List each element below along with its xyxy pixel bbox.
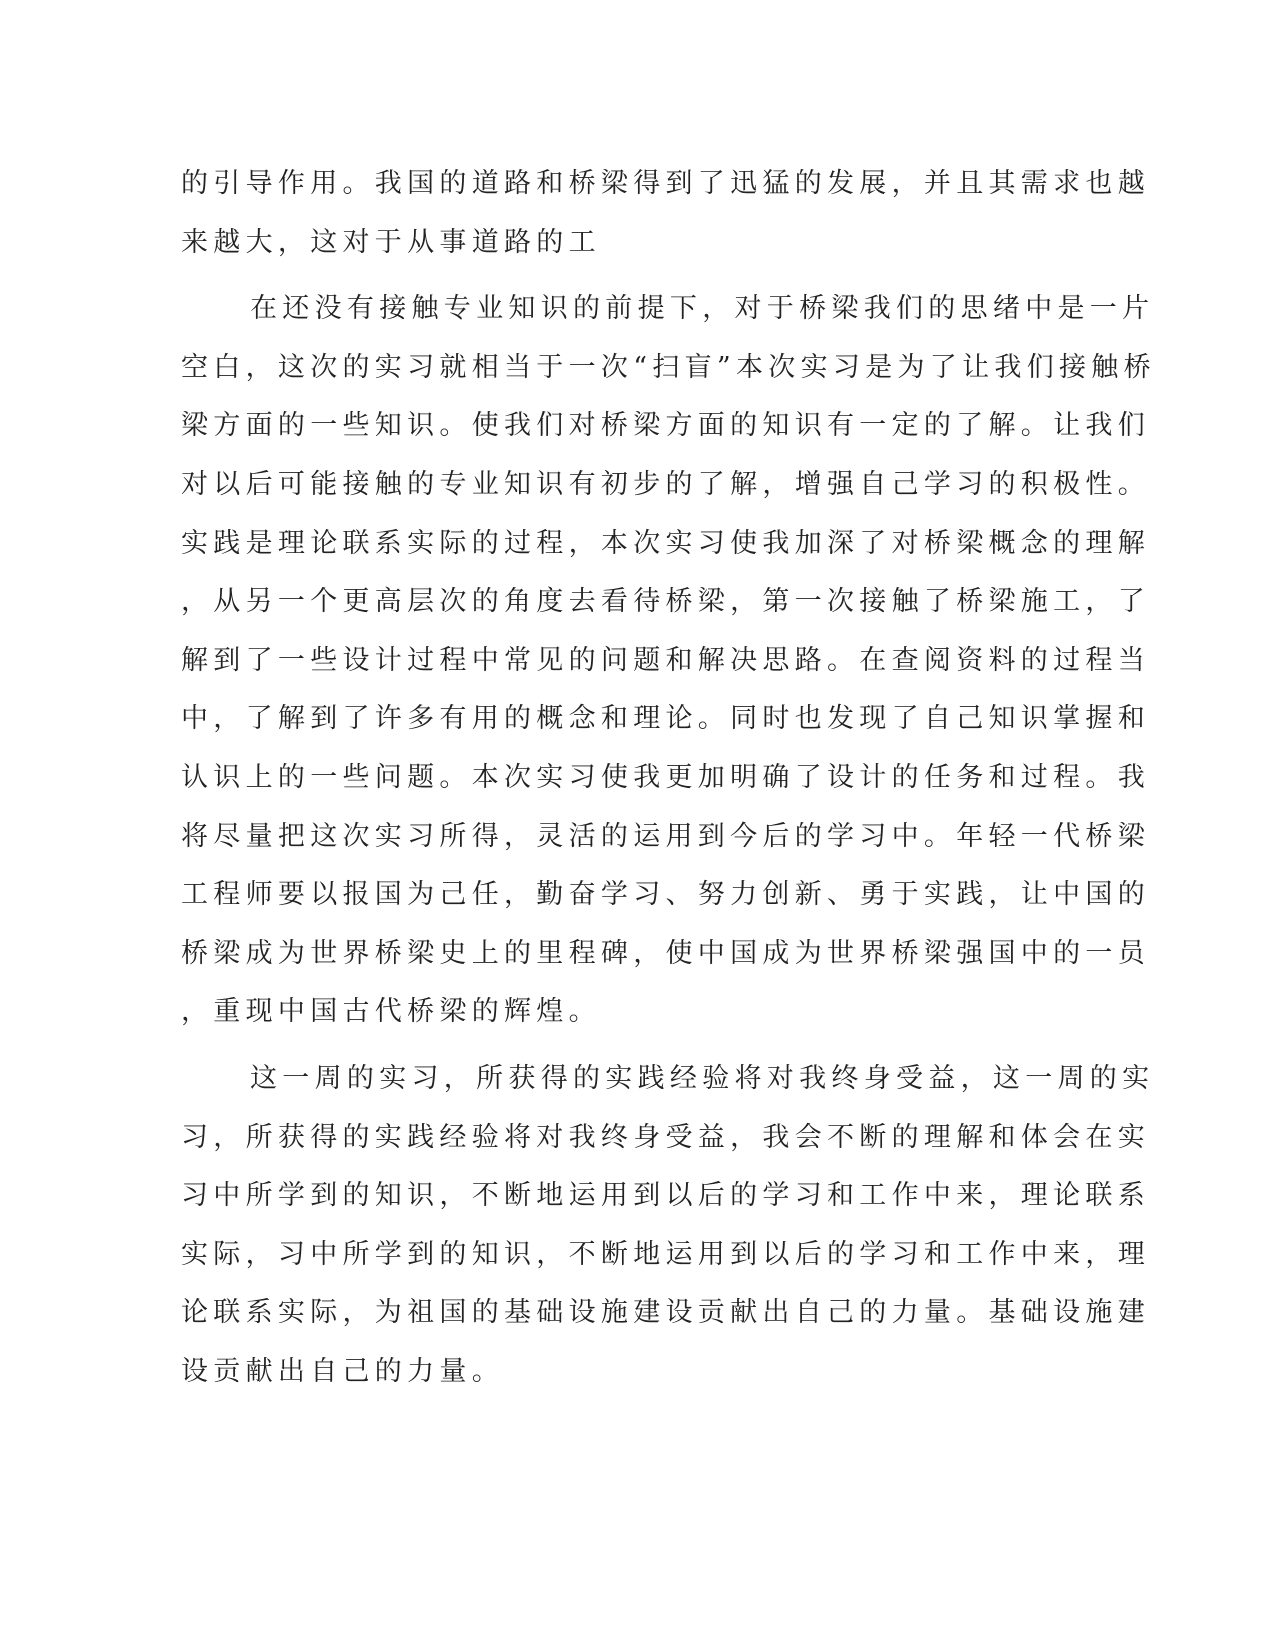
paragraph-2 bbox=[181, 280, 1156, 1042]
text-line: 这一周的实习，所获得的实践经验将对我终身受益，这一周的实 bbox=[250, 1062, 1155, 1094]
text-line: 在还没有接触专业知识的前提下，对于桥梁我们的思绪中是一片 bbox=[250, 293, 1155, 325]
text-line: 梁方面的一些知识。使我们对桥梁方面的知识有一定的了解。让我们 bbox=[181, 410, 1150, 442]
text-line: ，从另一个更高层次的角度去看待桥梁，第一次接触了桥梁施工，了 bbox=[181, 586, 1150, 618]
text-line: 空白，这次的实习就相当于一次“扫盲”本次实习是为了让我们接触桥 bbox=[181, 351, 1156, 383]
text-line: 桥梁成为世界桥梁史上的里程碑，使中国成为世界桥梁强国中的一员 bbox=[181, 937, 1150, 969]
text-line: 的引导作用。我国的道路和桥梁得到了迅猛的发展，并且其需求也越 bbox=[181, 168, 1150, 199]
text-line: 对以后可能接触的专业知识有初步的了解，增强自己学习的积极性。 bbox=[181, 468, 1150, 500]
text-line: 实践是理论联系实际的过程，本次实习使我加深了对桥梁概念的理解 bbox=[181, 527, 1150, 559]
text-line: 习中所学到的知识，不断地运用到以后的学习和工作中来，理论联系 bbox=[181, 1180, 1150, 1212]
paragraph-gap bbox=[181, 1042, 1041, 1050]
text-line: 工程师要以报国为己任，勤奋学习、努力创新、勇于实践，让中国的 bbox=[181, 879, 1150, 911]
text-line: 论联系实际，为祖国的基础设施建设贡献出自己的力量。基础设施建 bbox=[181, 1297, 1150, 1329]
text-line: ，重现中国古代桥梁的辉煌。 bbox=[181, 996, 601, 1028]
body-text bbox=[181, 155, 1156, 1401]
text-line: 中，了解到了许多有用的概念和理论。同时也发现了自己知识掌握和 bbox=[181, 703, 1150, 735]
text-line: 来越大，这对于从事道路的工 bbox=[181, 226, 601, 258]
text-line: 设贡献出自己的力量。 bbox=[181, 1355, 504, 1387]
text-line: 认识上的一些问题。本次实习使我更加明确了设计的任务和过程。我 bbox=[181, 761, 1150, 793]
paragraph-3 bbox=[181, 1050, 1155, 1402]
paragraph-gap bbox=[181, 272, 1041, 280]
text-line: 习，所获得的实践经验将对我终身受益，我会不断的理解和体会在实 bbox=[181, 1121, 1150, 1153]
paragraph-1 bbox=[181, 155, 1150, 272]
text-line: 实际，习中所学到的知识，不断地运用到以后的学习和工作中来，理 bbox=[181, 1238, 1150, 1270]
text-line: 解到了一些设计过程中常见的问题和解决思路。在查阅资料的过程当 bbox=[181, 644, 1150, 676]
text-line: 将尽量把这次实习所得，灵活的运用到今后的学习中。年轻一代桥梁 bbox=[181, 820, 1150, 852]
